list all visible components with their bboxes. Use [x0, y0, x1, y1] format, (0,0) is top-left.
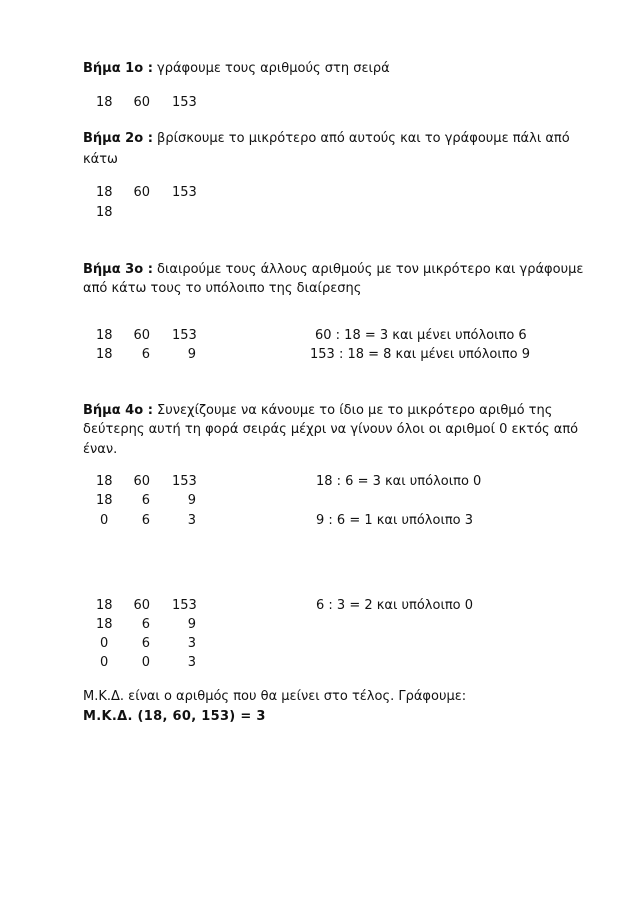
- step3-cell: 9: [187, 347, 196, 362]
- step1-text: γράφουμε τους αριθμούς στη σειρά: [157, 61, 390, 76]
- step5-note: 6 : 3 = 2 και υπόλοιπο 0: [316, 598, 474, 613]
- step3-note: 153 : 18 = 8 και μένει υπόλοιπο 9: [310, 347, 530, 362]
- step4-heading: [83, 403, 552, 419]
- step4-text-cont: δεύτερης αυτή τη φορά σειράς μέχρι να γίνουν όλοι οι αριθμοί 0 εκτός από: [83, 422, 579, 437]
- step5-cell: 9: [187, 617, 196, 632]
- step5-cell: 153: [172, 598, 197, 613]
- step3-cell: 60: [133, 328, 150, 343]
- step5-cell: 3: [187, 636, 196, 651]
- step4-cell: 6: [141, 493, 150, 508]
- step2-label: Βήμα 2ο :: [83, 131, 153, 146]
- step3-text: διαιρούμε τους άλλους αριθμούς με τον μικρότερο και γράφουμε: [157, 262, 584, 277]
- step3-text-cont: από κάτω τους το υπόλοιπο της διαίρεσης: [83, 281, 362, 296]
- step2-cell: 60: [133, 185, 150, 200]
- step4-cell: 6: [141, 513, 150, 528]
- step5-cell: 0: [100, 655, 109, 670]
- step3-cell: 18: [96, 328, 113, 343]
- step4-note: 9 : 6 = 1 και υπόλοιπο 3: [316, 513, 474, 528]
- step1-cell: 60: [133, 95, 150, 110]
- step4-cell: 9: [187, 493, 196, 508]
- step5-cell: 0: [100, 636, 109, 651]
- step2-heading: [83, 131, 570, 147]
- step2-text: βρίσκουμε το μικρότερο από αυτούς και το γράφουμε πάλι από: [157, 131, 570, 146]
- step2-cell: 153: [172, 185, 197, 200]
- step5-cell: 3: [187, 655, 196, 670]
- step1-cell: 153: [172, 95, 197, 110]
- step3-note: 60 : 18 = 3 και μένει υπόλοιπο 6: [315, 328, 527, 343]
- step5-cell: 18: [96, 617, 113, 632]
- step3-cell: 6: [141, 347, 150, 362]
- gcd-result: Μ.Κ.Δ. (18, 60, 153) = 3: [83, 709, 266, 724]
- step4-cell: 3: [187, 513, 196, 528]
- step3-heading: [83, 262, 583, 278]
- step2-text-cont: κάτω: [83, 152, 118, 167]
- step5-cell: 0: [141, 655, 150, 670]
- step5-cell: 6: [141, 617, 150, 632]
- step4-cell: 60: [133, 474, 150, 489]
- step3-cell: 153: [172, 328, 197, 343]
- step1-heading: [83, 61, 390, 77]
- step2-cell: 18: [96, 185, 113, 200]
- step2-cell: 18: [96, 205, 113, 220]
- step4-cell: 18: [96, 493, 113, 508]
- step4-note: 18 : 6 = 3 και υπόλοιπο 0: [316, 474, 482, 489]
- step4-cell: 0: [100, 513, 109, 528]
- step4-cell: 153: [172, 474, 197, 489]
- step1-cell: 18: [96, 95, 113, 110]
- step4-label: Βήμα 4ο :: [83, 403, 153, 418]
- step1-label: Βήμα 1ο :: [83, 61, 153, 76]
- step5-cell: 6: [141, 636, 150, 651]
- step3-label: Βήμα 3ο :: [83, 262, 153, 277]
- step4-cell: 18: [96, 474, 113, 489]
- step5-cell: 18: [96, 598, 113, 613]
- step4-text-cont: έναν.: [83, 442, 118, 457]
- step4-text: Συνεχίζουμε να κάνουμε το ίδιο με το μικρότερο αριθμό της: [157, 403, 553, 418]
- step3-cell: 18: [96, 347, 113, 362]
- step5-cell: 60: [133, 598, 150, 613]
- conclusion-text: Μ.Κ.Δ. είναι ο αριθμός που θα μείνει στο τέλος. Γράφουμε:: [83, 689, 467, 704]
